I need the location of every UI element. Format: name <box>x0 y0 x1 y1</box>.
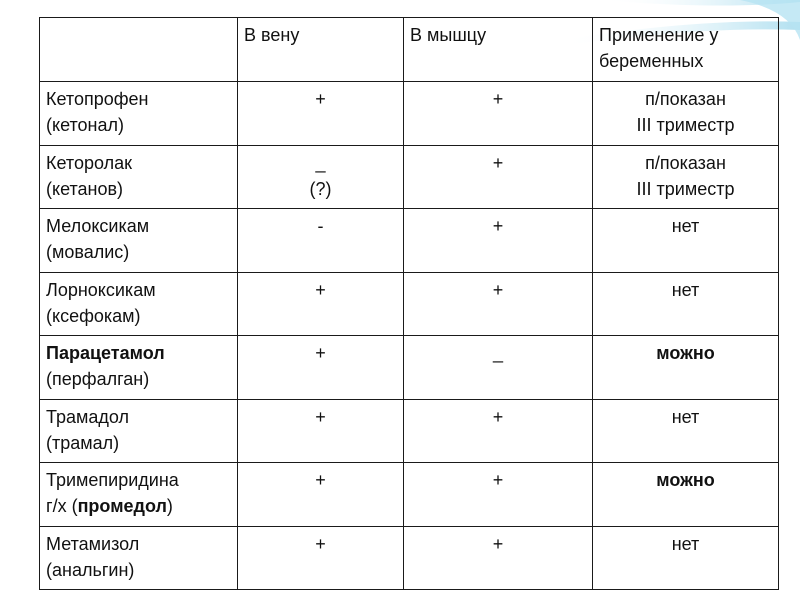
iv-value: - <box>317 216 324 236</box>
pregnancy-value: нет <box>671 533 700 554</box>
drug-brand: (ксефокам) <box>46 305 141 326</box>
table-row <box>40 526 779 590</box>
drug-brand: (кетонал) <box>46 115 124 135</box>
pregnancy-cell <box>593 336 779 400</box>
im-cell <box>404 526 593 590</box>
im-value: + <box>492 533 504 554</box>
pregnancy-cell <box>593 272 779 336</box>
im-cell <box>404 336 593 400</box>
pregnancy-cell <box>593 526 779 590</box>
drug-name: Трамадол <box>46 406 130 427</box>
table-row <box>40 336 779 400</box>
iv-value: + <box>315 279 326 300</box>
pregnancy-note: III триместр <box>636 178 735 199</box>
iv-value: + <box>315 406 326 427</box>
drug-brand <box>46 493 231 519</box>
header-pregnancy-use: Применение у беременных <box>593 18 779 82</box>
drug-brand: (кетанов) <box>46 178 124 199</box>
im-value: + <box>492 406 504 427</box>
header-intramuscular: В мышцу <box>404 18 593 82</box>
header-drug-name <box>40 18 238 82</box>
iv-cell <box>238 145 404 209</box>
drug-administration-table <box>39 17 779 590</box>
iv-value: + <box>315 89 326 109</box>
drug-brand: (анальгин) <box>46 559 135 580</box>
im-cell <box>404 272 593 336</box>
drug-name-cell <box>40 82 238 146</box>
im-value: + <box>492 89 504 109</box>
table-row <box>40 272 779 336</box>
drug-name-cell <box>40 336 238 400</box>
drug-brand-bold: промедол <box>77 496 167 516</box>
iv-value: _ <box>315 152 326 173</box>
drug-name-cell <box>40 272 238 336</box>
iv-value: + <box>315 343 326 363</box>
table-row <box>40 463 779 527</box>
drug-name: Лорноксикам <box>46 279 156 300</box>
drug-name: Метамизол <box>46 533 140 554</box>
pregnancy-cell <box>593 209 779 273</box>
pregnancy-value: можно <box>656 470 715 490</box>
drug-name-cell <box>40 399 238 463</box>
iv-cell <box>238 463 404 527</box>
drug-name-cell <box>40 463 238 527</box>
iv-value: + <box>315 470 326 490</box>
header-intravenous: В вену <box>238 18 404 82</box>
table-row <box>40 209 779 273</box>
iv-cell <box>238 82 404 146</box>
iv-cell <box>238 272 404 336</box>
im-value: + <box>492 152 504 173</box>
table-row <box>40 82 779 146</box>
pregnancy-cell <box>593 399 779 463</box>
table-row <box>40 399 779 463</box>
iv-cell <box>238 336 404 400</box>
pregnancy-value: нет <box>671 216 700 236</box>
pregnancy-value: нет <box>671 279 700 300</box>
drug-brand-suffix: ) <box>166 496 173 516</box>
drug-brand: (перфалган) <box>46 369 150 389</box>
iv-cell <box>238 526 404 590</box>
im-cell <box>404 145 593 209</box>
pregnancy-value: п/показан <box>645 89 726 109</box>
im-value: + <box>492 470 504 490</box>
drug-brand: (трамал) <box>46 432 120 453</box>
pregnancy-value: нет <box>671 406 700 427</box>
pregnancy-value: можно <box>656 343 715 363</box>
drug-brand: (мовалис) <box>46 242 130 262</box>
pregnancy-cell <box>593 82 779 146</box>
drug-name: Тримепиридина <box>46 470 179 490</box>
im-cell <box>404 82 593 146</box>
im-cell <box>404 209 593 273</box>
table-header-row <box>40 18 779 82</box>
iv-value: + <box>315 533 326 554</box>
pregnancy-note: III триместр <box>636 115 735 135</box>
pregnancy-value: п/показан <box>645 152 726 173</box>
im-cell <box>404 463 593 527</box>
iv-cell <box>238 209 404 273</box>
iv-note: (?) <box>309 178 332 199</box>
table-row <box>40 145 779 209</box>
drug-name: Мелоксикам <box>46 216 150 236</box>
drug-name: Кетопрофен <box>46 89 149 109</box>
drug-name: Парацетамол <box>46 343 165 363</box>
im-value: + <box>492 279 504 300</box>
pregnancy-cell <box>593 145 779 209</box>
iv-cell <box>238 399 404 463</box>
drug-name: Кеторолак <box>46 152 132 173</box>
im-value: _ <box>492 343 503 363</box>
im-cell <box>404 399 593 463</box>
pregnancy-cell <box>593 463 779 527</box>
drug-name-cell <box>40 145 238 209</box>
drug-brand-prefix: г/х ( <box>46 496 78 516</box>
drug-name-cell <box>40 209 238 273</box>
drug-name-cell <box>40 526 238 590</box>
im-value: + <box>492 216 504 236</box>
